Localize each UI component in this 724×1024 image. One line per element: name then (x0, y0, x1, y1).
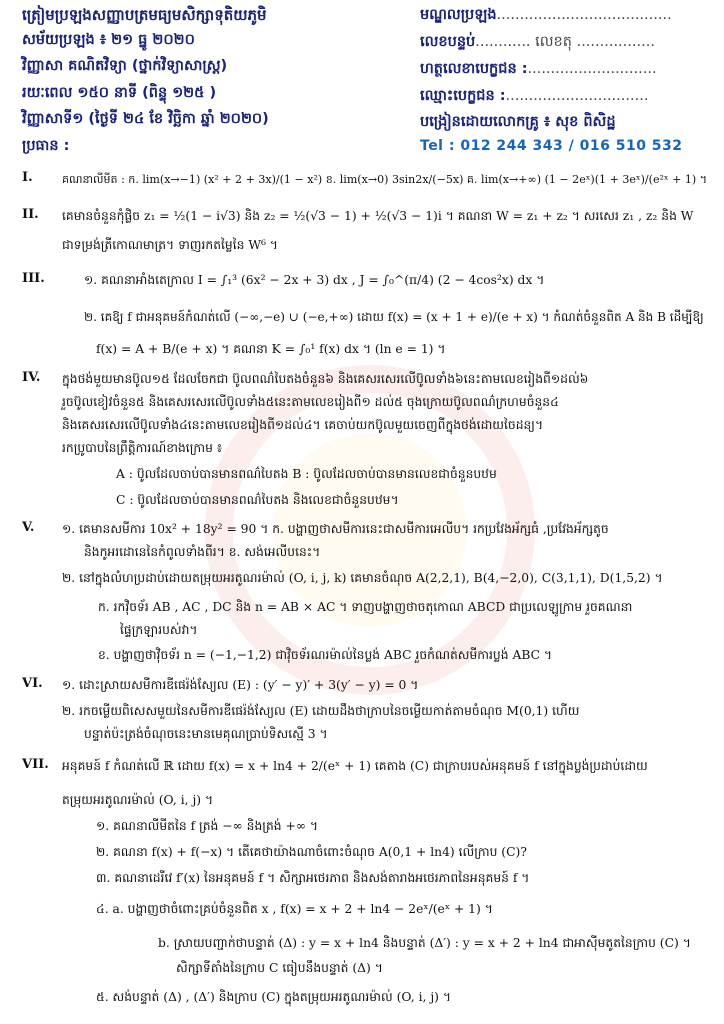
question-line: ២. គណនា f(x) + f(−x) ។ តើគេថាយ៉ាងណាចំពោះចំណុច A(0,1 + ln4) លើក្រាប (C)? (96, 845, 527, 859)
question-line: ២. គេឱ្យ f ជាអនុគមន៍កំណត់លើ (−∞,−e) ∪ (−e,+∞) ដោយ f(x) = (x + 1 + e)/(e + x) ។ កំណត់ចំនួនពិត A និង B ដើម្បីឱ្យ (84, 310, 704, 324)
teacher-name: បង្រៀនដោយលោកគ្រូ ៖ សុខ ពិសិដ្ឋ (420, 114, 616, 130)
question-line: f(x) = A + B/(e + x) ។ គណនា K = ∫₀¹ f(x) dx ។ (ln e = 1) ។ (96, 342, 446, 356)
question-line: គណនាលីមីត : ក. lim(x→−1) (x² + 2 + 3x)/(1 − x²) ខ. lim(x→0) 3sin2x/(−5x) គ. lim(x→+∞) (1 − 2eˣ)(1 + 3eˣ)/(e²ˣ + 1) ។ (62, 173, 708, 186)
question-line: A : ប៊ូលដែលចាប់បានមានពណ៌បៃតង B : ប៊ូលដែលចាប់បានមានលេខជាចំនួនបឋម (116, 467, 497, 481)
question-line: ៤. a. បង្ហាញថាចំពោះគ្រប់ចំនួនពិត x , f(x) = x + 2 + ln4 − 2eˣ/(eˣ + 1) ។ (96, 902, 493, 916)
question-line: ១. ដោះស្រាយសមីការឌីផេរ៉ង់ស្យែល (E) : (y′ − y)′ + 3(y′ − y) = 0 ។ (62, 678, 419, 692)
candidate-signature-field: ហត្ថលេខាបេក្ខជន :............................ (420, 61, 657, 77)
question-line: ២. នៅក្នុងលំហប្រដាប់ដោយតម្រុយអរតូណរម៉ាល់ (O, i, j, k) គេមានចំណុច A(2,2,1), B(4,−2,0), C(3,1,1), D(1,5,2) ។ (62, 571, 663, 585)
question-line: ជាទម្រង់ត្រីកោណមាត្រ។ ទាញរកតម្លៃនៃ W⁶ ។ (62, 238, 278, 252)
question-label: IV. (22, 370, 41, 385)
question-line: សិក្សាទីតាំងនៃក្រាប C ធៀបនឹងបន្ទាត់ (Δ) ។ (176, 961, 383, 975)
question-line: ៥. សង់បន្ទាត់ (Δ) , (Δ′) និងក្រាប (C) ក្នុងតម្រុយអរតូណរម៉ាល់ (O, i, j) ។ (96, 990, 451, 1004)
exam-center-field: មណ្ឌលប្រឡង...................................... (420, 7, 672, 23)
question-line: និងកូអរដោនេនៃកំពូលទាំងពីរ។ ខ. សង់អេលីបនេះ។ (84, 545, 321, 559)
question-line: C : ប៊ូលដែលចាប់បានមានពណ៌បៃតង និងលេខជាចំនួនបឋម។ (116, 493, 399, 507)
question-line: ក. រកវ៉ិចទ័រ AB , AC , DC និង n = AB × AC ។ ទាញបង្ហាញថាចតុកោណ ABCD ជាប្រលេឡូក្រាម រួចគណនា (98, 600, 633, 614)
question-line: ២. រកចម្លើយពិសេសមួយនៃសមីការឌីផេរ៉ង់ស្យែល (E) ដោយដឹងថាក្រាបនៃចម្លើយកាត់តាមចំណុច M(0,1) ហើយ (62, 704, 580, 718)
exam-session: សម័យប្រឡង ៖ ២១ ធ្នូ ២០២០ (22, 32, 195, 48)
question-label: V. (22, 520, 35, 535)
question-line: រកប្រូបាបនៃព្រឹត្តិការណ៍ខាងក្រោម ៖ (62, 441, 223, 455)
candidate-name-field: ឈ្មោះបេក្ខជន :............................... (420, 88, 649, 104)
exam-duration: រយៈពេល ១៥០ នាទី (ពិន្ទុ ១២៥ ) (22, 85, 217, 101)
question-line: ខ. បង្ហាញថាវ៉ិចទ័រ n = (−1,−1,2) ជាវ៉ិចទ័រណរម៉ាល់នៃប្លង់ ABC រួចកំណត់សមីការប្លង់ ABC ។ (98, 648, 553, 662)
question-line: រួចប៊ូលខៀវចំនួន៥ និងគេសរសេរលើប៊ូលទាំង៥នេះតាមលេខរៀងពី១ ដល់៥ ចុងក្រោយប៊ូលពណ៌ក្រហមចំនួន៤ (62, 395, 559, 409)
question-line: គេមានចំនួនកុំផ្លិច z₁ = ½(1 − i√3) និង z₂ = ½(√3 − 1) + ½(√3 − 1)i ។ គណនា W = z₁ + z₂ ។ សរសេរ z₁ , z₂ និង W (62, 209, 694, 223)
question-line: តម្រុយអរតូណរម៉ាល់ (O, i, j) ។ (62, 793, 214, 807)
question-label: I. (22, 170, 33, 185)
question-line: ១. គេមានសមីការ 10x² + 18y² = 90 ។ ក. បង្ហាញថាសមីការនេះជាសមីការអេលីប។ រកប្រវែងអ័ក្សធំ ,ប្រវែងអ័ក្សតូច (62, 522, 609, 536)
exam-subject: វិញ្ញាសា គណិតវិទ្យា (ថ្នាក់វិទ្យាសាស្ត្រ) (22, 58, 228, 74)
question-line: ផ្ទៃក្រឡារបស់វា។ (120, 623, 198, 637)
question-line: ៣. គណនាដេរីវេ f′(x) នៃអនុគមន៍ f ។ សិក្សាអថេរភាព និងសង់តារាងអថេរភាពនៃអនុគមន៍ f ។ (96, 871, 530, 885)
question-line: ក្នុងថង់មួយមានប៊ូល១៥ ដែលចែកជា ប៊ូលពណ៌បៃតងចំនួន៦ និងគេសរសេរលើប៊ូលទាំង៦នេះតាមលេខរៀងពី១ដល់៦ (62, 372, 589, 386)
question-line: ១. គណនាអាំងតេក្រាល I = ∫₁³ (6x² − 2x + 3) dx , J = ∫₀^(π/4) (2 − 4cos²x) dx ។ (84, 273, 545, 287)
room-seat-field: លេខបន្ទប់............ លេខតុ ................. (420, 34, 655, 50)
exam-paper-date: វិញ្ញាសាទី១ (ថ្ងៃទី ២៤ ខែ វិច្ឆិកា ឆ្នាំ ២០២០) (22, 111, 269, 127)
question-label: VI. (22, 676, 43, 691)
teacher-phone: Tel : 012 244 343 / 016 510 532 (420, 138, 683, 154)
question-line: b. ស្រាយបញ្ជាក់ថាបន្ទាត់ (Δ) : y = x + ln4 និងបន្ទាត់ (Δ′) : y = x + 2 + ln4 ជាអាស៊ីមតូតនៃក្រាប (C) ។ (158, 936, 691, 950)
question-label: VII. (22, 757, 49, 772)
question-line: ១. គណនាលីមីតនៃ f ត្រង់ −∞ និងត្រង់ +∞ ។ (96, 819, 319, 833)
exam-topic-label: ប្រធាន : (22, 138, 70, 154)
question-label: III. (22, 271, 45, 286)
question-label: II. (22, 207, 39, 222)
question-line: អនុគមន៍ f កំណត់លើ ℝ ដោយ f(x) = x + ln4 + 2/(eˣ + 1) គេតាង (C) ជាក្រាបរបស់អនុគមន៍ f នៅក្នុងប្លង់ប្រដាប់ដោយ (62, 759, 648, 773)
question-line: និងគេសរសេរលើប៊ូលទាំង៤នេះតាមលេខរៀងពី១ដល់៤។ គេចាប់យកប៊ូលមួយចេញពីក្នុងថង់ដោយចៃដន្យ។ (62, 418, 544, 432)
question-line: បន្ទាត់ប៉ះត្រង់ចំណុចនេះមានមេគុណប្រាប់ទិសស្មើ 3 ។ (84, 727, 328, 741)
exam-prep-title: ត្រៀមប្រឡងសញ្ញាបត្រមធ្យមសិក្សាទុតិយភូមិ (22, 6, 267, 24)
